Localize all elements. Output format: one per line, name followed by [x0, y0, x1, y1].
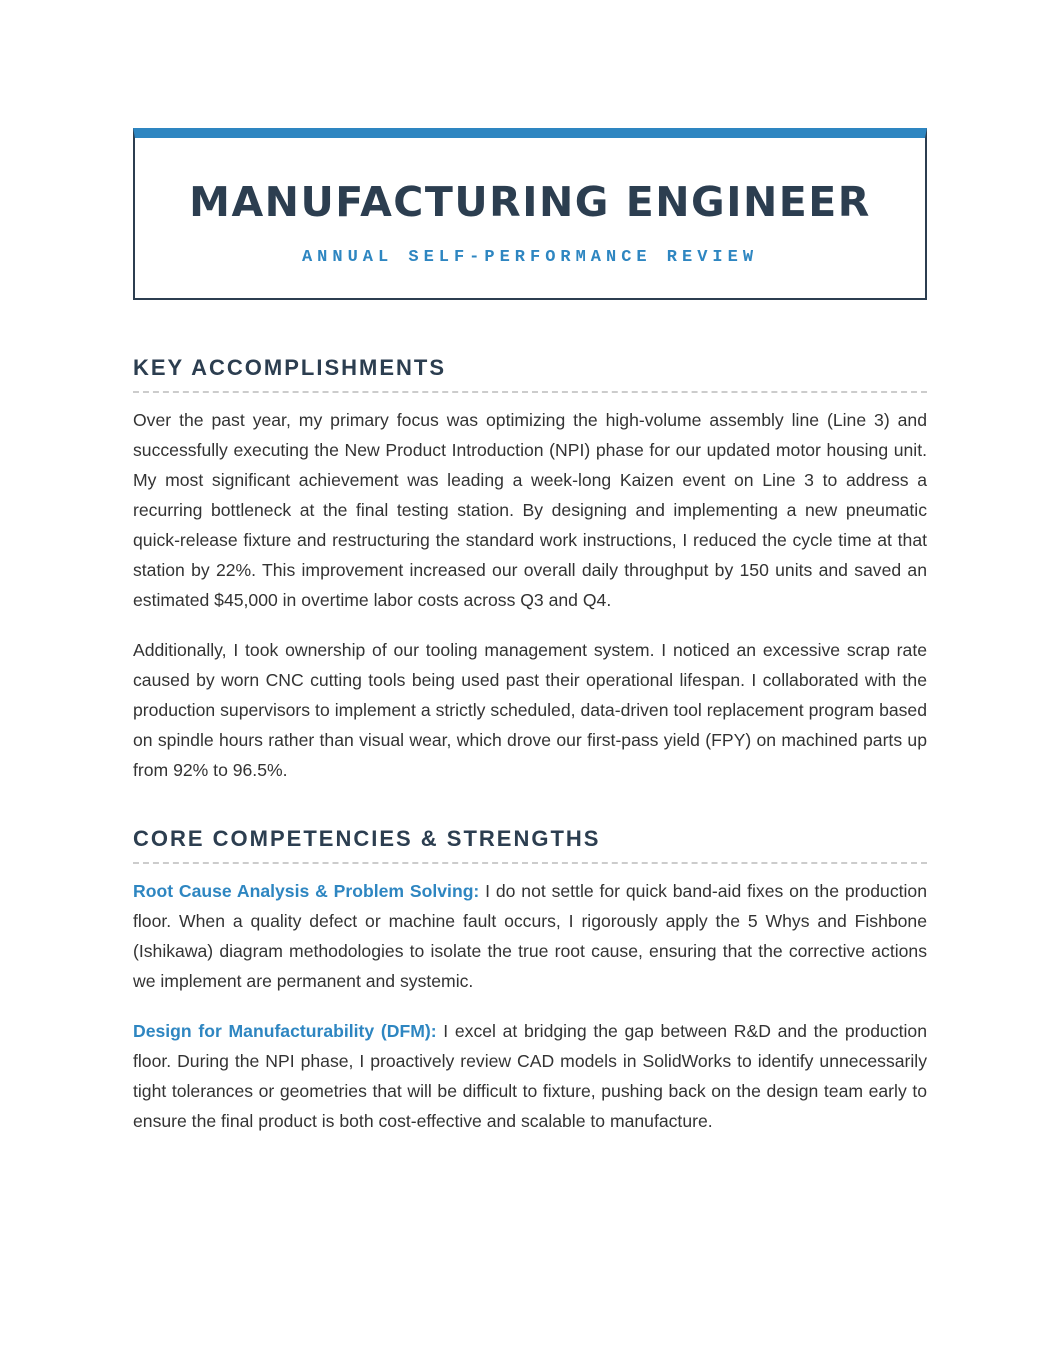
document-subtitle: ANNUAL SELF-PERFORMANCE REVIEW [301, 248, 759, 268]
competency-term: Design for Manufacturability (DFM): [133, 1021, 437, 1041]
competency-term: Root Cause Analysis & Problem Solving: [133, 881, 480, 901]
competencies-section [133, 826, 927, 1136]
accomplishments-paragraph: Over the past year, my primary focus was optimizing the high-volume assembly line (Line 3) and successfully executing the New Product Introduction (NPI) phase for our updated motor housing unit. My most significant achievement was leading a week-long Kaizen event on Line 3 to address a recurring bottleneck at the final testing station. By designing and implementing a new pneumatic quick-release fixture and restructuring the standard work instructions, I reduced the cycle time at that station by 22%. This improvement increased our overall daily throughput by 150 units and saved an estimated $45,000 in overtime labor costs across Q3 and Q4. [133, 410, 927, 610]
accomplishments-section [133, 355, 927, 785]
section-heading-competencies: CORE COMPETENCIES & STRENGTHS [133, 826, 927, 864]
competency-item [133, 876, 927, 996]
document-title: MANUFACTURING ENGINEER [189, 178, 871, 226]
competency-description: I do not settle for quick band-aid fixes on the production floor. When a quality defect or machine fault occurs, I rigorously apply the 5 Whys and Fishbone (Ishikawa) diagram methodologies to isolate the true root cause, ensuring that the corrective actions we implement are permanent and systemic. [133, 881, 927, 991]
document-page [133, 128, 927, 1136]
competency-description: I excel at bridging the gap between R&D and the production floor. During the NPI phase, I proactively review CAD models in SolidWorks to identify unnecessarily tight tolerances or geometries that will be difficult to fixture, pushing back on the design team early to ensure the final product is both cost-effective and scalable to manufacture. [133, 1021, 927, 1131]
section-heading-accomplishments: KEY ACCOMPLISHMENTS [133, 355, 927, 393]
competency-item [133, 1016, 927, 1136]
accomplishments-paragraph: Additionally, I took ownership of our tooling management system. I noticed an excessive scrap rate caused by worn CNC cutting tools being used past their operational lifespan. I collaborated with the production supervisors to implement a strictly scheduled, data-driven tool replacement program based on spindle hours rather than visual wear, which drove our first-pass yield (FPY) on machined parts up from 92% to 96.5%. [133, 640, 927, 780]
title-banner [133, 128, 927, 300]
